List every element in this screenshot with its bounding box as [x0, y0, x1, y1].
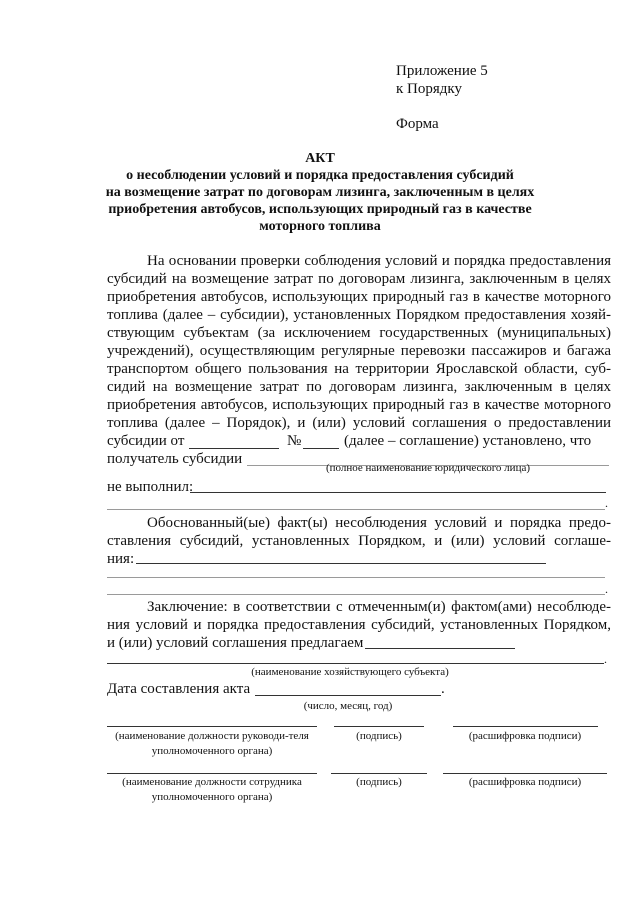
violation-facts-field-2[interactable] — [107, 577, 605, 578]
title-line-3: приобретения автобусов, использующих природный газ в качестве — [108, 202, 532, 217]
proposal-field[interactable] — [365, 648, 515, 649]
para2-line: Обоснованный(ые) факт(ы) несоблюдения условий и порядка предо- — [147, 515, 611, 531]
number-sign: № — [287, 433, 302, 449]
para1-line: сидий на возмещение затрат по договорам лизинга, заключенным в целях — [107, 379, 611, 395]
para3-line: ния условий и порядка предоставления субсидий, установленных Порядком, — [107, 617, 611, 633]
head-position-caption: (наименование должности руководи-теля уполномоченного органа) — [115, 730, 309, 757]
employee-signature-field[interactable] — [331, 773, 427, 774]
entity-name-field[interactable] — [107, 663, 604, 664]
not-fulfilled-field[interactable] — [190, 492, 606, 493]
para1-line: приобретения автобусов, использующих природный газ в качестве моторного — [107, 289, 611, 305]
employee-position-field[interactable] — [107, 773, 317, 774]
agreement-established-label: (далее – соглашение) установлено, что — [344, 433, 592, 449]
violation-facts-field[interactable] — [136, 563, 546, 564]
act-date-field[interactable] — [255, 695, 441, 696]
title-line-1: о несоблюдении условий и порядка предоставления субсидий — [126, 168, 514, 183]
violation-facts-field-3[interactable] — [107, 594, 605, 595]
para3-last-line: и (или) условий соглашения предлагаем — [107, 635, 364, 651]
head-signature-caption: (подпись) — [356, 730, 402, 742]
para1-line: ствующим субъектам (за исключением государственных (муниципальных) — [107, 325, 611, 341]
para3-line: Заключение: в соответствии с отмеченным(и) фактом(ами) несоблюде- — [147, 599, 611, 615]
entity-caption: (наименование хозяйствующего субъекта) — [251, 666, 449, 678]
form-label: Форма — [396, 116, 439, 132]
agreement-number-field[interactable] — [303, 448, 339, 449]
para2-last-line: ния: — [107, 551, 135, 567]
para2-line: ставления субсидий, установленных Порядком, и (или) условий соглаше- — [107, 533, 611, 549]
employee-position-caption: (наименование должности сотрудника уполномоченного органа) — [122, 776, 302, 803]
not-fulfilled-label: не выполнил: — [107, 479, 194, 495]
employee-decoding-caption: (расшифровка подписи) — [468, 776, 582, 788]
para1-line: топлива (далее – Порядок), и (или) условий соглашения о предоставлении — [107, 415, 611, 431]
head-decoding-field[interactable] — [453, 726, 598, 727]
para1-line: субсидий на возмещение затрат по договорам лизинга, заключенным в целях — [107, 271, 611, 287]
para1-line: приобретения автобусов, использующих природный газ в качестве моторного — [107, 397, 611, 413]
document-title: АКТ — [305, 151, 335, 166]
not-fulfilled-field-2[interactable] — [107, 509, 605, 510]
subsidy-from-label: субсидии от — [107, 433, 185, 449]
employee-signature-caption: (подпись) — [356, 776, 402, 788]
recipient-caption: (полное наименование юридического лица) — [325, 462, 530, 474]
head-signature-field[interactable] — [334, 726, 424, 727]
recipient-label: получатель субсидии — [107, 451, 243, 467]
agreement-date-field[interactable] — [189, 448, 279, 449]
head-position-field[interactable] — [107, 726, 317, 727]
date-label: Дата составления акта — [107, 681, 251, 697]
para1-line: На основании проверки соблюдения условий и порядка предоставления — [147, 253, 611, 269]
para1-line: топлива (далее – субсидии), установленных Порядком предоставления хозяй- — [107, 307, 611, 323]
para1-line: учреждений), осуществляющим регулярные перевозки пассажиров и багажа — [107, 343, 611, 359]
appendix-label: Приложение 5 — [396, 63, 488, 79]
para1-line: транспортом общего пользования на территории Ярославской области, суб- — [107, 361, 611, 377]
employee-decoding-field[interactable] — [443, 773, 607, 774]
date-caption: (число, месяц, год) — [303, 700, 393, 712]
document-page: Приложение 5 к Порядку Форма АКТ о несоблюдении условий и порядка предоставления субсидий на возмещение затрат по договорам лизинга, заключенным в целях приобретения автобусов, использующих природный газ в качестве моторного топлива На основании проверки соблюдения условий и порядка предоставления субсидий на возмещение затрат по договорам лизинга, заключенным в целях приобретения автобусов, использующих природный газ в качестве моторного топлива (далее – субсидии), установленных Порядком предоставления хозяй- ствующим субъектам (за исключением государственных (муниципальных) учреждений), осуществляющим регулярные перевозки пассажиров и багажа транспортом общего пользования на территории Ярославской области, суб- сидий на возмещение затрат по договорам лизинга, заключенным в целях приобретения автобусов, использующих природный газ в качестве моторного топлива (далее – Порядок), и (или) условий соглашения о предоставлении субсидии от № (далее – соглашение) установлено, что получатель субсидии (полное наименование юридического лица) не выполнил: . Обоснованный(ые) факт(ы) несоблюдения условий и порядка предо- ставления субсидий, установленных Порядком, и (или) условий соглаше- ния: . Заключение: в соответствии с отмеченным(и) фактом(ами) несоблюде- ния условий и порядка предоставления субсидий, установленных Порядком, и (или) условий соглашения предлагаем . (наименование хозяйствующего субъекта) Дата составления акта . (число, месяц, год) (наименование должности руководи-теля уполномоченного органа) (подпись) (расшифровка подписи) (наименование должности сотрудника уполномоченного органа) (подпись) (расшифровка подписи) — [0, 0, 640, 905]
to-order-label: к Порядку — [396, 81, 462, 97]
head-decoding-caption: (расшифровка подписи) — [468, 730, 582, 742]
title-line-4: моторного топлива — [259, 219, 381, 234]
title-line-2: на возмещение затрат по договорам лизинга, заключенным в целях — [105, 185, 535, 200]
